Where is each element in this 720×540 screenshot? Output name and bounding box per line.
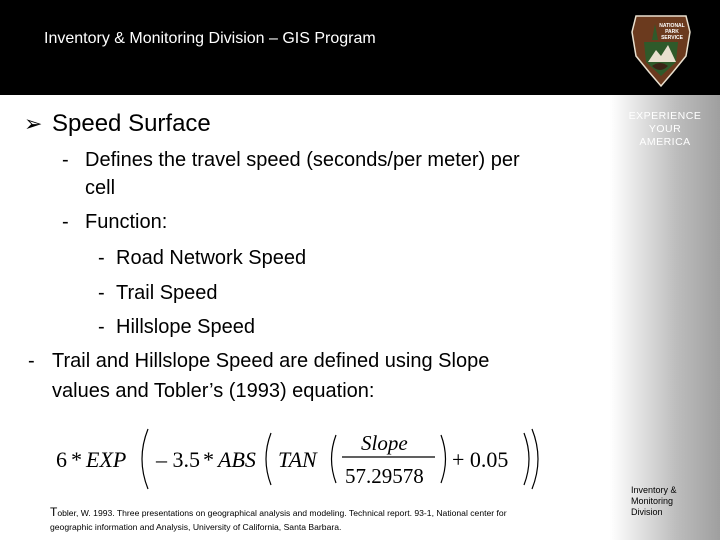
formula-close-paren-abs bbox=[524, 433, 529, 485]
formula-six: 6 bbox=[56, 447, 67, 472]
footer-line-2: Monitoring bbox=[631, 496, 674, 506]
bullet-text: cell bbox=[85, 177, 116, 199]
citation-line-2: geographic information and Analysis, University of California, Santa Barbara. bbox=[50, 522, 342, 532]
tagline-line-1: EXPERIENCE bbox=[628, 110, 702, 122]
bullet-text: Defines the travel speed (seconds/per meter) per bbox=[85, 149, 520, 171]
formula-close-paren-tan bbox=[441, 435, 446, 483]
arrow-bullet-icon: ➢ bbox=[24, 111, 43, 136]
sidebar-band bbox=[610, 95, 720, 540]
logo-text-park: PARK bbox=[665, 29, 679, 35]
formula-open-paren-tan bbox=[332, 435, 337, 483]
formula-plus: + 0.05 bbox=[452, 447, 509, 472]
logo-text-service: SERVICE bbox=[661, 35, 683, 41]
slide-heading: Speed Surface bbox=[52, 110, 211, 137]
tobler-citation bbox=[50, 505, 610, 534]
formula-open-paren-outer bbox=[142, 429, 148, 489]
bullet-text: Function: bbox=[85, 211, 168, 233]
bullet-text: Road Network Speed bbox=[116, 247, 307, 269]
bullet-text: Hillslope Speed bbox=[116, 316, 255, 338]
bullet-marker: - bbox=[98, 247, 105, 269]
formula-star2: * bbox=[202, 447, 213, 472]
logo-text-national: NATIONAL bbox=[659, 23, 685, 29]
citation-line-1-rest: obler, W. 1993. Three presentations on geographical analysis and modeling. Technical report. 93-1, National center for bbox=[57, 508, 507, 518]
formula-star: * bbox=[70, 447, 81, 472]
bullet-marker: - bbox=[98, 316, 105, 338]
bullet-marker: - bbox=[62, 211, 69, 233]
header-title: Inventory & Monitoring Division – GIS Program bbox=[44, 30, 376, 47]
nps-arrowhead-logo bbox=[628, 12, 694, 88]
formula-numerator: Slope bbox=[361, 431, 408, 455]
tobler-equation bbox=[52, 423, 547, 495]
bullet-text: Trail and Hillslope Speed are defined using Slope bbox=[52, 350, 490, 372]
citation-first-letter: T bbox=[50, 505, 58, 519]
formula-denominator: 57.29578 bbox=[345, 464, 424, 488]
bullet-text: Trail Speed bbox=[116, 282, 218, 304]
formula-neg: – 3.5 bbox=[156, 447, 200, 472]
bullet-text: values and Tobler’s (1993) equation: bbox=[52, 380, 375, 402]
footer-line-3: Division bbox=[631, 507, 663, 517]
tagline-line-2: YOUR bbox=[648, 123, 682, 135]
tagline-line-3: AMERICA bbox=[639, 136, 691, 148]
header-bar bbox=[0, 0, 720, 95]
bullet-marker: - bbox=[98, 282, 105, 304]
bullet-marker: - bbox=[62, 149, 69, 171]
formula-close-paren-outer bbox=[532, 429, 538, 489]
formula-exp: EXP bbox=[86, 447, 127, 472]
formula-tan: TAN bbox=[278, 447, 317, 472]
experience-your-america-tagline bbox=[620, 110, 710, 149]
formula-open-paren-abs bbox=[266, 433, 271, 485]
citation-line-1 bbox=[50, 505, 610, 520]
footer-line-1: Inventory & bbox=[631, 485, 677, 495]
bullet-marker: - bbox=[28, 350, 35, 372]
formula-abs: ABS bbox=[218, 447, 256, 472]
division-footer-label bbox=[631, 485, 677, 518]
